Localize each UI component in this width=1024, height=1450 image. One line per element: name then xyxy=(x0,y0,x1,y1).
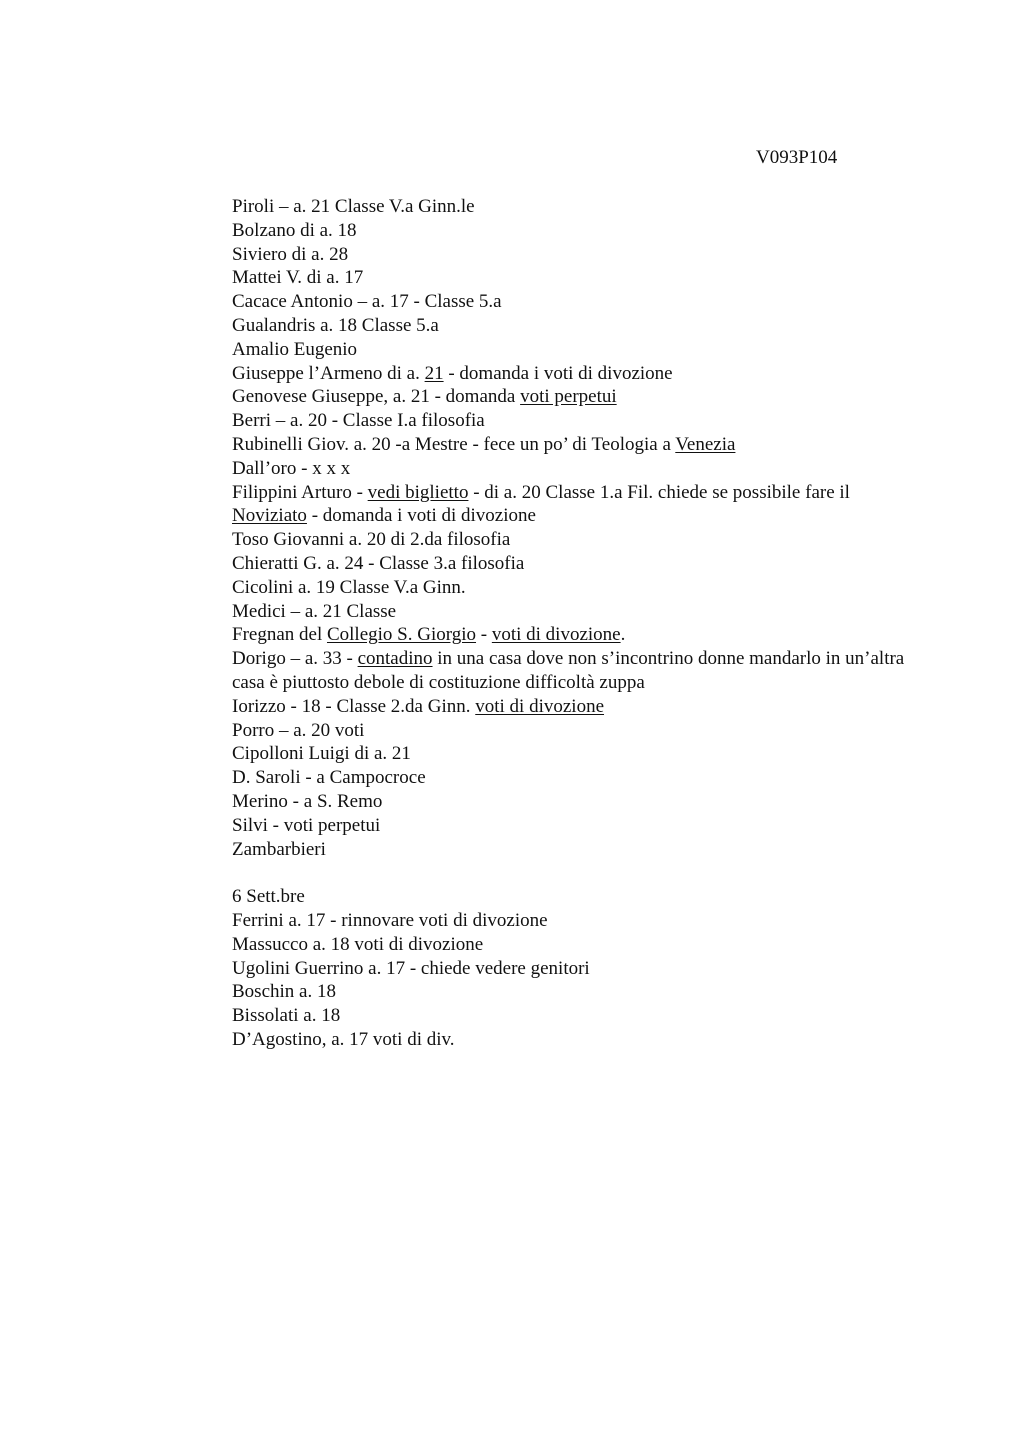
underlined-text: Noviziato xyxy=(232,505,307,527)
entry-line xyxy=(232,909,922,933)
entry-text: Silvi - voti perpetui xyxy=(232,814,381,836)
entry-line xyxy=(232,266,922,290)
entry-text: Siviero di a. 28 xyxy=(232,243,349,265)
entry-line xyxy=(232,457,922,481)
entry-line xyxy=(232,766,922,790)
underlined-text: voti di divozione xyxy=(491,624,621,646)
page-id: V093P104 xyxy=(756,147,838,168)
entry-line xyxy=(232,1004,922,1028)
entry-line xyxy=(232,552,922,576)
entry-text: Cicolini a. 19 Classe V.a Ginn. xyxy=(232,576,466,598)
entry-line xyxy=(232,957,922,981)
entry-line xyxy=(232,338,922,362)
entry-text: Zambarbieri xyxy=(232,838,326,860)
entry-line xyxy=(232,195,922,219)
entry-text: Rubinelli Giov. a. 20 -a Mestre - fece un po’ di Teologia a xyxy=(232,433,676,455)
entry-line xyxy=(232,385,922,409)
entry-line xyxy=(232,838,922,862)
entry-text: Genovese Giuseppe, a. 21 - domanda xyxy=(232,386,521,408)
entry-text: Bissolati a. 18 xyxy=(232,1005,341,1027)
underlined-text: Collegio S. Giorgio xyxy=(326,624,477,646)
entry-text: Massucco a. 18 voti di divozione xyxy=(232,933,484,955)
entry-text: D. Saroli - a Campocroce xyxy=(232,767,426,789)
entry-text: 6 Sett.bre xyxy=(232,886,305,908)
entry-line xyxy=(232,528,922,552)
entry-line xyxy=(232,742,922,766)
entry-text: Boschin a. 18 xyxy=(232,981,336,1003)
entry-line xyxy=(232,623,922,647)
entry-line xyxy=(232,790,922,814)
entry-text: Bolzano di a. 18 xyxy=(232,219,357,241)
underlined-text: vedi biglietto xyxy=(367,481,469,503)
entry-text: Berri – a. 20 - Classe I.a filosofia xyxy=(232,410,485,432)
entry-line xyxy=(232,290,922,314)
entry-line xyxy=(232,409,922,433)
entry-line xyxy=(232,980,922,1004)
entry-text: Iorizzo - 18 - Classe 2.da Ginn. xyxy=(232,695,476,717)
underlined-text: 21 xyxy=(424,362,444,384)
entry-line xyxy=(232,481,922,529)
entry-text: D’Agostino, a. 17 voti di div. xyxy=(232,1028,455,1050)
entry-text: . xyxy=(620,624,626,646)
blank-line xyxy=(232,861,922,885)
entry-line xyxy=(232,600,922,624)
entry-line xyxy=(232,433,922,457)
entry-line xyxy=(232,695,922,719)
underlined-text: contadino xyxy=(357,648,433,670)
underlined-text: voti di divozione xyxy=(475,695,605,717)
entry-line xyxy=(232,885,922,909)
entry-text: Dorigo – a. 33 - xyxy=(232,648,358,670)
entry-line xyxy=(232,219,922,243)
entry-text: Ferrini a. 17 - rinnovare voti di divozione xyxy=(232,909,548,931)
entry-line xyxy=(232,576,922,600)
underlined-text: voti perpetui xyxy=(520,386,617,408)
entry-text: Fregnan del xyxy=(232,624,327,646)
document-body xyxy=(232,195,922,1052)
entry-line xyxy=(232,243,922,267)
entry-text: in una casa dove non s’incontrino donne mandarlo in un’altra casa è piuttosto debole di costituzione difficoltà zuppa xyxy=(232,648,905,693)
entry-text: Cacace Antonio – a. 17 - Classe 5.a xyxy=(232,291,502,313)
entry-text: - domanda i voti di divozione xyxy=(306,505,536,527)
entry-text: Medici – a. 21 Classe xyxy=(232,600,397,622)
entry-line xyxy=(232,814,922,838)
entry-text: Amalio Eugenio xyxy=(232,338,358,360)
entry-text: - xyxy=(476,624,492,646)
entry-text: Porro – a. 20 voti xyxy=(232,719,365,741)
entry-text: Cipolloni Luigi di a. 21 xyxy=(232,743,411,765)
entry-text: Piroli – a. 21 Classe V.a Ginn.le xyxy=(232,196,475,217)
entry-text: - di a. 20 Classe 1.a Fil. chiede se possibile fare il xyxy=(468,481,850,503)
entry-text: Giuseppe l’Armeno di a. xyxy=(232,362,425,384)
entry-text: Merino - a S. Remo xyxy=(232,790,383,812)
entry-text: Mattei V. di a. 17 xyxy=(232,267,364,289)
entry-text: Filippini Arturo - xyxy=(232,481,368,503)
entry-text: Gualandris a. 18 Classe 5.a xyxy=(232,314,439,336)
entry-line xyxy=(232,314,922,338)
entry-text: - domanda i voti di divozione xyxy=(443,362,673,384)
entry-line xyxy=(232,933,922,957)
entry-line xyxy=(232,1028,922,1052)
entry-text: Ugolini Guerrino a. 17 - chiede vedere genitori xyxy=(232,957,590,979)
entry-line xyxy=(232,719,922,743)
entry-text: Toso Giovanni a. 20 di 2.da filosofia xyxy=(232,529,511,551)
entry-text: Chieratti G. a. 24 - Classe 3.a filosofia xyxy=(232,552,525,574)
entry-text: Dall’oro - x x x xyxy=(232,457,351,479)
entry-line xyxy=(232,362,922,386)
underlined-text: Venezia xyxy=(675,433,736,455)
entry-line xyxy=(232,647,922,695)
